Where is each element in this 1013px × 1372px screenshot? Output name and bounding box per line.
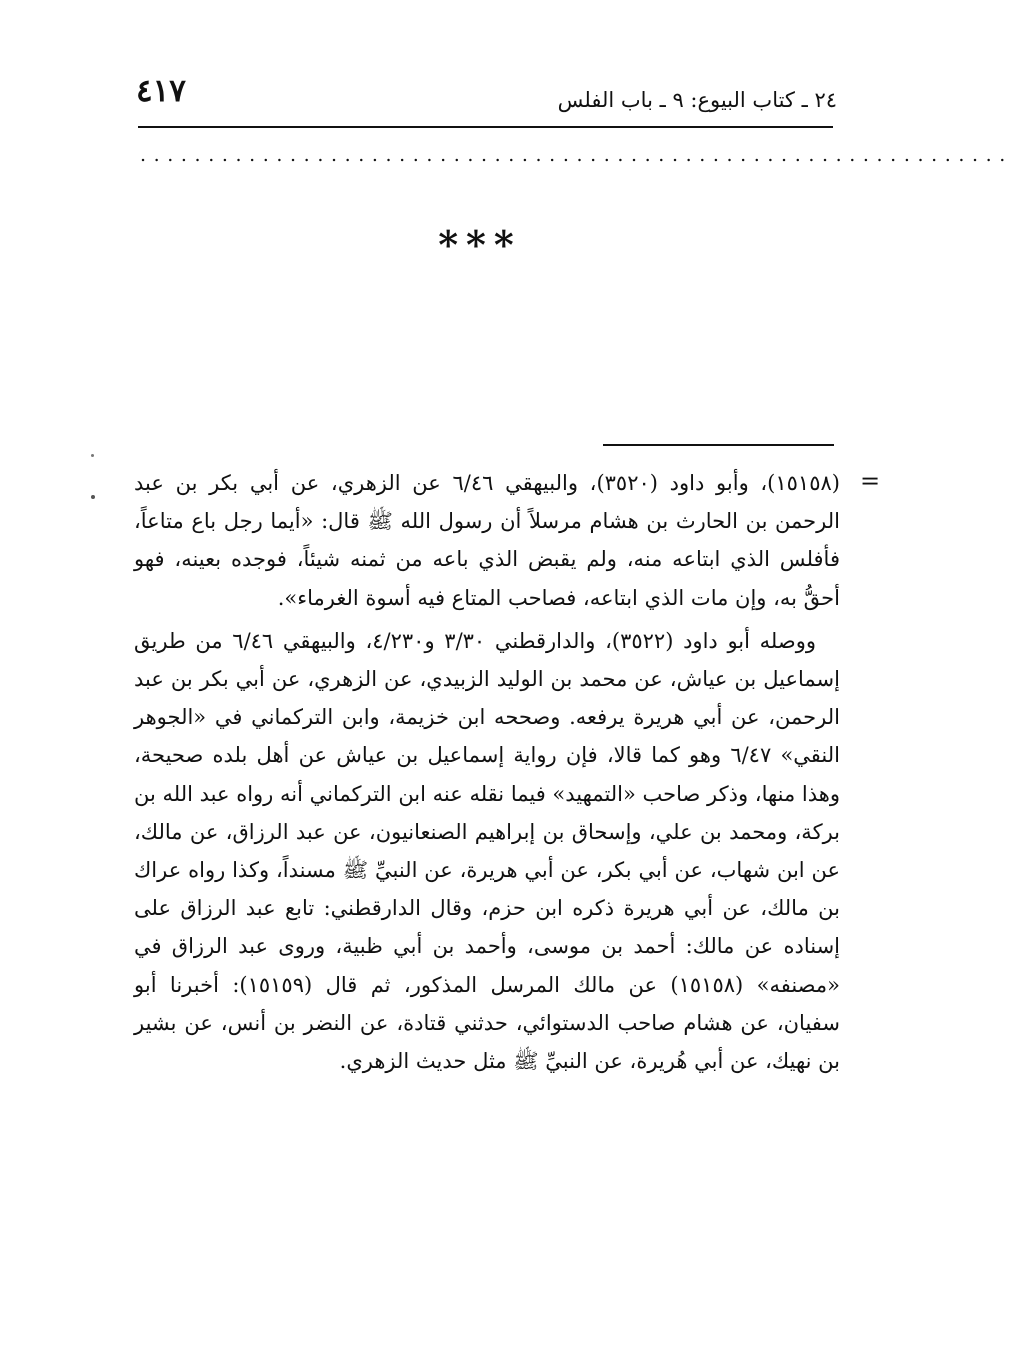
page-number: ٤١٧	[136, 73, 186, 109]
footnote-continuation-mark: =	[859, 467, 881, 495]
footnote-paragraph-2: ووصله أبو داود (٣٥٢٢)، والدارقطني ٣/٣٠ و٤/٢٣٠، والبيهقي ٦/٤٦ من طريق إسماعيل بن عياش، عن محمد بن الوليد الزبيدي، عن الزهري، عن أبي بكر بن عبد الرحمن، عن أبي هريرة يرفعه. وصححه ابن خزيمة، وابن التركماني في «الجوهر النقي» ٦/٤٧ وهو كما قالا، فإن رواية إسماعيل بن عياش عن أهل بلده صحيحة، وهذا منها، وذكر صاحب «التمهيد» فيما نقله عنه ابن التركماني أنه رواه عبد الله بن بركة، ومحمد بن علي، وإسحاق بن إبراهيم الصنعانيون، عن عبد الرزاق، عن مالك، عن ابن شهاب، عن أبي بكر، عن أبي هريرة، عن النبيِّ ﷺ مسنداً، وكذا رواه عراك بن مالك، عن أبي هريرة ذكره ابن حزم، وقال الدارقطني: تابع عبد الرزاق على إسناده عن مالك: أحمد بن موسى، وأحمد بن أبي ظبية، وروى عبد الرزاق في «مصنفه» (١٥١٥٨) عن مالك المرسل المذكور، ثم قال (١٥١٥٩): أخبرنا أبو سفيان، عن هشام صاحب الدستوائي، حدثني قتادة، عن النضر بن أنس، عن بشير بن نهيك، عن أبي هُريرة، عن النبيِّ ﷺ مثل حديث الزهري.	[134, 628, 840, 1074]
footnote-text	[134, 464, 840, 1224]
scan-speck	[91, 454, 94, 457]
header-divider	[138, 126, 833, 128]
dotted-separator: ................................................................	[140, 144, 1013, 166]
footnote-divider	[603, 444, 834, 446]
running-title: ٢٤ ـ كتاب البيوع: ٩ ـ باب الفلس	[557, 88, 837, 112]
scan-speck	[91, 495, 95, 499]
section-break-stars: ***	[438, 222, 522, 267]
footnote-paragraph-1: (١٥١٥٨)، وأبو داود (٣٥٢٠)، والبيهقي ٦/٤٦ عن الزهري، عن أبي بكر بن عبد الرحمن بن الحارث بن هشام مرسلاً أن رسول الله ﷺ قال: «أيما رجل باع متاعاً، فأفلس الذي ابتاعه منه، ولم يقبض الذي باعه من ثمنه شيئاً، فوجده بعينه، فهو أحقُّ به، وإن مات الذي ابتاعه، فصاحب المتاع فيه أسوة الغرماء».	[134, 471, 840, 610]
